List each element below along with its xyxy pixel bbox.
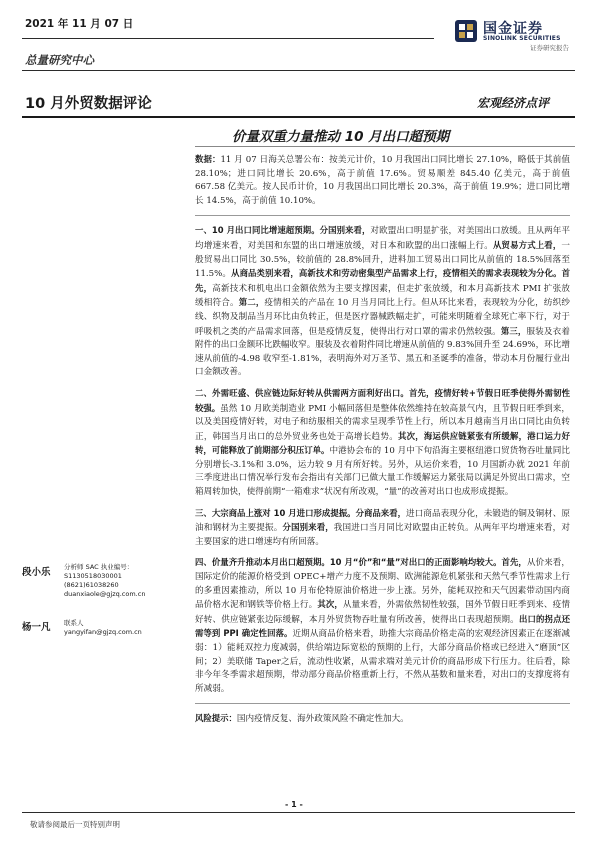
header-divider [22,38,434,39]
paragraph-emphasis: 一、10 月出口同比增速超预期。分国别来看， [195,225,371,236]
paragraph-emphasis: 数据： [195,154,221,164]
analyst-role: 分析师 SAC 执业编号：S1130518030001 [64,563,134,580]
paragraph-emphasis: 四、价量齐升推动本月出口超预期。10 月“价”和“量”对出口的正面影响均较大。首先， [195,557,527,568]
paragraph-emphasis: 从商品类别来看，高新技术和劳动密集型产品需求上行，疫情相关的需求表现较为分化。首先， [195,268,570,293]
report-date: 2021 年 11 月 07 日 [25,18,134,30]
paragraph-text: 高新技术和机电出口金额依然为主要支撑因素，但走扩张放缓，和本月高新技术 PMI 扩张放缓相符合。 [195,283,570,309]
footer-disclaimer: 敬请参阅最后一页特别声明 [30,820,120,829]
paragraph-text: 近期从商品价格来看，助推大宗商品价格走高的宏观经济因素正在逐渐减弱：1）能耗双控力度减弱，供给端边际宽松的预期的上行，大部分商品价格或已经进入“磨顶”区间；2）美联储 Taper之后，流动性收紧，从需求端对美元计价的商品形成下行压力。往后看，除非今年冬季需求超预期，带动部分商品价格重新上行，不然从基数和量来看，对出口的支撑度将有所减弱。 [195,629,570,694]
paragraph-text: 虽然 10 月欧美制造业 PMI 小幅回落但是整体依然维持在较高景气内，且节假日旺季到来，以及美国疫情好转，对电子和纺服相关的需求呈现季节性上行，所以本月越南当月出口同比由负转正，韩国当月出口的总外贸业务也处于高增长趋势。 [195,403,570,442]
body-paragraph [195,387,570,500]
paragraph-text: 我国进口当月同比对欧盟由正转负。从两年平均增速来看，对主要国家的进口增速均有所回落。 [195,523,570,547]
logo-mark-icon [455,20,477,42]
body-paragraph [195,153,570,208]
page-number: - 1 - [285,800,303,809]
analyst-email[interactable]: duanxiaole@gjzq.com.cn [64,590,146,598]
risk-divider [195,703,570,704]
paragraph-text: 从量来看，外需依然韧性较强，国外节假日旺季到来、疫情好转、供应链紧张边际缓解，本月外贸货物吞吐量有所改善，使得出口表现超预期。 [195,600,570,625]
paragraph-text: 服装及衣着附件的出口金额环比跌幅收窄。服装及衣着附件同比增速从前值的 9.83%回升至 24.69%，环比增速从前值的-4.98 收窄至-1.81%，表明海外对万圣节、黑五和圣诞季的准备，带动本月份履行业出口金额改善。 [195,326,570,378]
contact-email[interactable]: yangyifan@gjzq.com.cn [64,628,142,636]
paragraph-emphasis: 第三， [500,325,527,336]
body-paragraph [195,507,570,550]
paragraph-text: 从价来看，国际定价的能源价格受到 OPEC+增产力度不及预期、欧洲能源危机紧张和天然气季节性需求上行的多重因素推动，所以 10 月布伦特原油价格进一步上涨。另外，能耗双控和天气因素带动国内商品价格水泥和钢铁等价格上行。 [195,558,570,611]
paragraph-emphasis: 二、外需旺盛、供应链边际好转从供需两方面利好出口。首先，疫情好转+节假日旺季使得外需韧性较强。 [195,387,570,413]
report-type: 宏观经济点评 [477,96,550,110]
risk-label: 风险提示： [195,713,237,724]
analyst-phone: (8621)61038260 [64,581,119,589]
department-label: 总量研究中心 [25,53,94,67]
paragraph-text: 11 月 07 日海关总署公布：按美元计价，10 月我国出口同比增长 27.10%，略低于其前值 28.10%；进口同比增长 20.6%，高于前值 17.6%。贸易顺差 845.40 亿美元，高于前值 667.58 亿美元。按人民币计价，10 月我国出口同比增长 20.3%，高于前值 19.9%；进口同比增长 14.5%，高于前值 10.10%。 [195,155,571,206]
paragraph-text: 疫情相关的产品在 10 月当月同比上行。但从环比来看，表现较为分化，纺织纱线、织物及制品当月环比由负转正，但是医疗器械跌幅走扩，可能来明随着全球死亡率下行，对于呼吸机之类的产品需求回落，但是疫情反复，使得出行对口罩的需求仍然较强。 [195,298,570,337]
risk-text: 国内疫情反复、海外政策风险不确定性加大。 [236,714,409,725]
paragraph-text: 一般贸易出口同比 30.5%，较前值的 28.8%回升，进料加工贸易出口同比从前值的 18.5%回落至 11.5%。 [195,240,570,280]
contact-role: 联系人 [64,619,84,627]
paragraph-text: 中港协会布的 10 月中下旬沿海主要枢纽港口贸货物吞吐量同比分别增长-3.1%和 3.0%，运力较 9 月有所好转。另外，从运价来看，10 月国新办就 2021 年前三季度进出口情况举行发布会指出有关部门已做大量工作缓解运力紧张局以满足外贸出口需求，空箱周转加快，使得前期“一箱难求”状况有所改观，“量”的改善对出口也成形成提振。 [195,446,571,498]
brand-name-en: SINOLINK SECURITIES [483,35,561,42]
paragraph-text: 对欧盟出口明显扩张，对美国出口放缓。且从两年平均增速来看，对美国和东盟的出口增速放缓，对日本和欧盟的出口涨幅上行。 [195,226,570,251]
brand-subtitle: 证券研究报告 [530,44,569,52]
paragraph-emphasis: 从贸易方式上看， [493,239,562,250]
contact-info [64,619,189,637]
analyst-info [64,563,189,599]
paragraph-emphasis: 第二， [238,297,265,308]
analyst-name: 段小乐 [22,567,51,578]
paragraph-emphasis: 出口的拐点还需等到 PPI 确定性回落。 [195,613,570,639]
report-title: 10 月外贸数据评论 [25,96,152,112]
title-divider [22,116,575,118]
risk-note [195,712,570,727]
paragraph-emphasis: 其次，海运供应链紧张有所缓解，港口运力好转，可能释放了前期部分积压订单。 [195,430,570,456]
section-divider [195,215,570,216]
main-title: 价量双重力量推动 10 月出口超预期 [232,129,450,145]
paragraph-emphasis: 其次， [317,599,343,610]
brand-name-cn: 国金证券 [483,21,543,37]
contact-name: 杨一凡 [22,622,51,633]
paragraph-emphasis: 分国别来看， [282,522,334,533]
paragraph-emphasis: 三、大宗商品上涨对 10 月进口形成提振。分商品来看， [195,507,407,518]
body-paragraph [195,224,570,380]
body-paragraph [195,556,570,696]
report-body [195,153,570,734]
footer-divider [22,812,575,813]
header-divider-2 [22,70,575,71]
main-title-divider [195,146,575,147]
paragraph-text: 进口商品表现分化，未锻造的铜及铜材、原油和钢材为主要提振。 [195,508,570,534]
